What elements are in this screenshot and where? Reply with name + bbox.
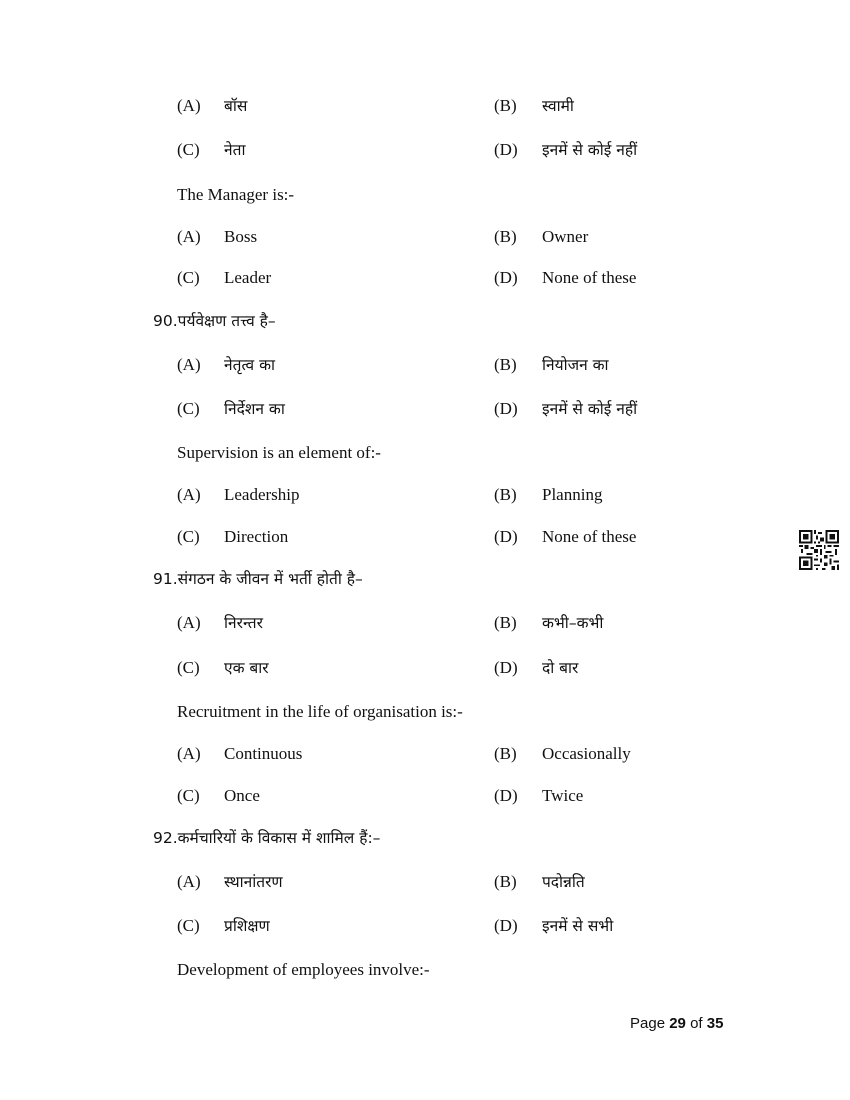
option-text: Direction bbox=[224, 527, 289, 546]
option-text: निरन्तर bbox=[224, 614, 263, 632]
option-label: (D) bbox=[494, 399, 518, 418]
option-text: कभी–कभी bbox=[542, 614, 604, 632]
option-text: Planning bbox=[542, 485, 603, 504]
option-text: Continuous bbox=[224, 744, 303, 763]
option-text: दो बार bbox=[542, 659, 579, 677]
option-label: (A) bbox=[177, 355, 201, 374]
question-hi: 92.कर्मचारियों के विकास में शामिल हैं:– bbox=[153, 829, 381, 847]
option-label: (B) bbox=[494, 96, 517, 115]
question-en: Supervision is an element of:- bbox=[177, 443, 381, 462]
option-text: इनमें से कोई नहीं bbox=[542, 400, 638, 418]
option-text: इनमें से कोई नहीं bbox=[542, 141, 638, 159]
option-label: (B) bbox=[494, 613, 517, 632]
option-label: (D) bbox=[494, 658, 518, 677]
option-label: (C) bbox=[177, 268, 200, 287]
option-label: (C) bbox=[177, 786, 200, 805]
option-label: (A) bbox=[177, 744, 201, 763]
option-label: (C) bbox=[177, 527, 200, 546]
option-text: प्रशिक्षण bbox=[224, 917, 270, 935]
option-text: None of these bbox=[542, 527, 637, 546]
option-label: (A) bbox=[177, 227, 201, 246]
option-label: (D) bbox=[494, 527, 518, 546]
option-text: Twice bbox=[542, 786, 584, 805]
option-label: (B) bbox=[494, 355, 517, 374]
option-text: बॉस bbox=[224, 97, 248, 115]
option-label: (B) bbox=[494, 485, 517, 504]
total-pages: 35 bbox=[706, 1015, 724, 1032]
option-text: Occasionally bbox=[542, 744, 631, 763]
option-label: (C) bbox=[177, 399, 200, 418]
question-en: Development of employees involve:- bbox=[177, 960, 430, 979]
option-label: (A) bbox=[177, 872, 201, 891]
page-number: 29 bbox=[669, 1015, 686, 1032]
option-label: (D) bbox=[494, 786, 518, 805]
option-text: स्वामी bbox=[542, 97, 574, 115]
option-label: (D) bbox=[494, 916, 518, 935]
of-word: of bbox=[690, 1015, 703, 1032]
option-label: (A) bbox=[177, 613, 201, 632]
option-label: (D) bbox=[494, 140, 518, 159]
question-hi: 90.पर्यवेक्षण तत्त्व है– bbox=[153, 312, 276, 330]
page-word: Page bbox=[630, 1015, 666, 1032]
option-text: Leader bbox=[224, 268, 272, 287]
option-text: None of these bbox=[542, 268, 637, 287]
option-text: नेता bbox=[224, 141, 246, 159]
option-label: (B) bbox=[494, 872, 517, 891]
option-text: नियोजन का bbox=[542, 356, 609, 374]
option-text: Boss bbox=[224, 227, 258, 246]
question-en: The Manager is:- bbox=[177, 185, 295, 204]
option-label: (C) bbox=[177, 916, 200, 935]
option-text: इनमें से सभी bbox=[542, 917, 614, 935]
qr-code-icon bbox=[799, 530, 839, 570]
option-text: निर्देशन का bbox=[224, 400, 285, 418]
option-label: (A) bbox=[177, 96, 201, 115]
question-en: Recruitment in the life of organisation is:- bbox=[177, 702, 463, 721]
option-label: (C) bbox=[177, 140, 200, 159]
option-label: (A) bbox=[177, 485, 201, 504]
option-label: (D) bbox=[494, 268, 518, 287]
option-text: Once bbox=[224, 786, 260, 805]
page-footer bbox=[630, 1015, 723, 1032]
option-text: स्थानांतरण bbox=[224, 873, 283, 891]
option-label: (C) bbox=[177, 658, 200, 677]
option-label: (B) bbox=[494, 227, 517, 246]
option-text: Owner bbox=[542, 227, 589, 246]
question-hi: 91.संगठन के जीवन में भर्ती होती है– bbox=[153, 570, 363, 588]
option-label: (B) bbox=[494, 744, 517, 763]
option-text: एक बार bbox=[224, 659, 269, 677]
option-text: पदोन्नति bbox=[542, 873, 585, 891]
option-text: नेतृत्व का bbox=[224, 356, 276, 374]
option-text: Leadership bbox=[224, 485, 300, 504]
